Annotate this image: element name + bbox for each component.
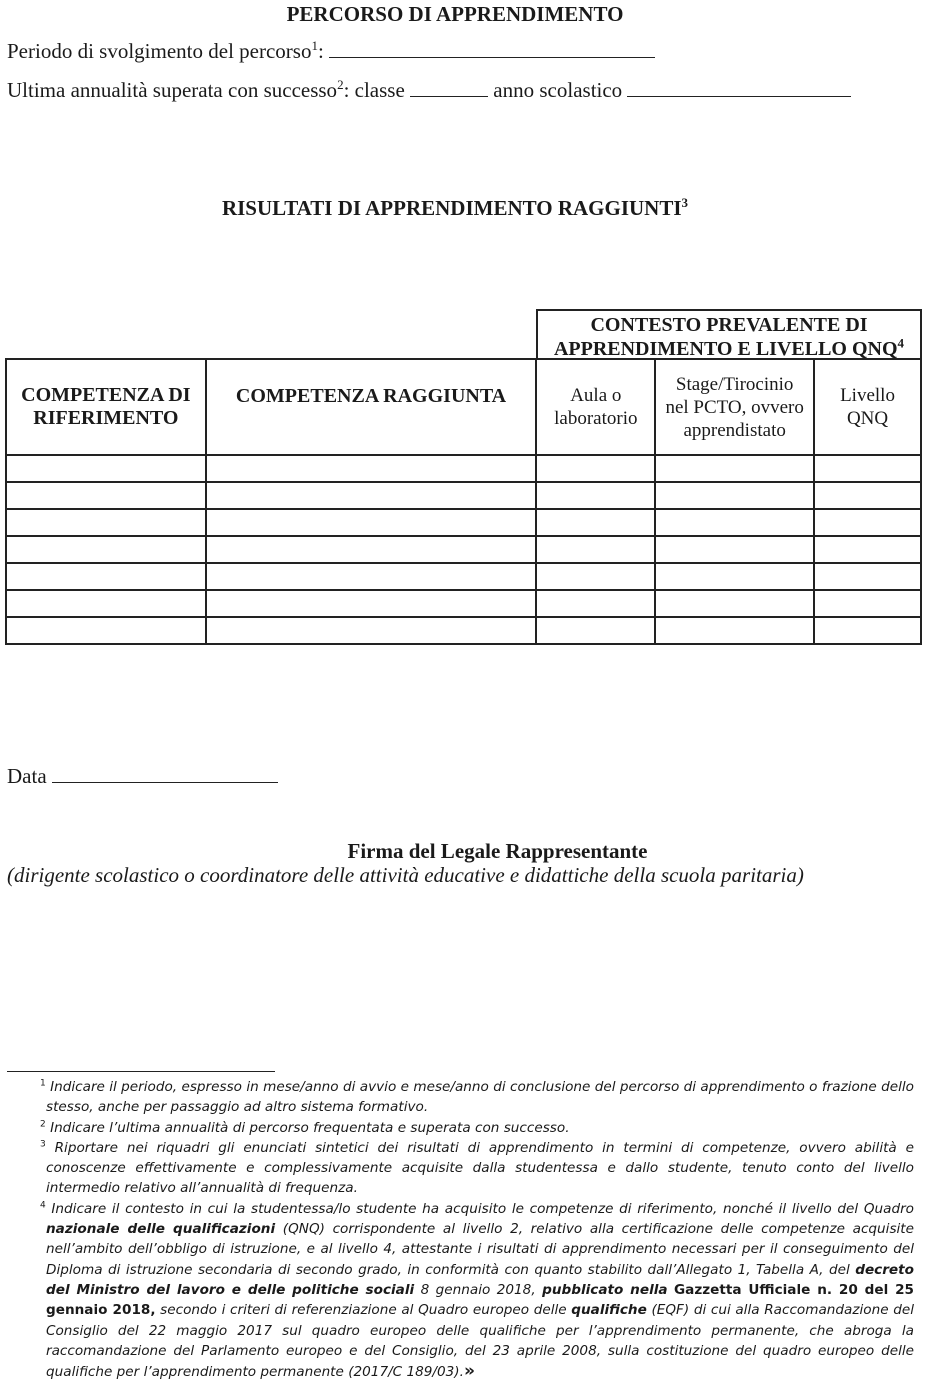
classe-field[interactable] (410, 78, 488, 97)
table-cell[interactable] (206, 617, 537, 644)
table-cell[interactable] (655, 563, 814, 590)
table-row (6, 482, 921, 509)
table-cell[interactable] (655, 590, 814, 617)
context-header: CONTESTO PREVALENTE DI APPRENDIMENTO E LIVELLO QNQ$^4$ (536, 309, 922, 359)
periodo-field[interactable] (329, 39, 655, 58)
table-cell[interactable] (536, 455, 655, 482)
page-title: PERCORSO DI APPRENDIMENTO (286, 2, 624, 26)
footnote-3: $^3$ Riportare nei riquadri gli enunciati sintetici dei risultati di apprendimento in termini di competenze, ovvero abilità e conoscenze effettivamente e complessivamente acquisite dalla studentessa e dallo studente, tenuto conto del livello intermedio relativo all’annualità di frequenza. (40, 1139, 914, 1197)
footnote-1: $^1$ Indicare il periodo, espresso in mese/anno di avvio e mese/anno di conclusione del percorso di apprendimento o frazione dello stesso, anche per passaggio ad altro sistema formativo. (40, 1078, 914, 1116)
footnote-ref-2: 2 (337, 77, 344, 92)
risultati-title: RISULTATI DI APPRENDIMENTO RAGGIUNTI$^3$ (221, 195, 689, 220)
table-row (6, 536, 921, 563)
table-cell[interactable] (655, 536, 814, 563)
table-cell[interactable] (206, 590, 537, 617)
footnotes (40, 1077, 915, 1382)
table-cell[interactable] (6, 455, 206, 482)
footnote-ref-4: 4 (897, 335, 905, 351)
table-cell[interactable] (6, 509, 206, 536)
table-cell[interactable] (536, 590, 655, 617)
signature-subtitle: (dirigente scolastico o coordinatore delle attività educative e didattiche della scuola paritaria) (7, 863, 804, 887)
competenze-table (5, 358, 922, 645)
table-cell[interactable] (655, 617, 814, 644)
table-cell[interactable] (655, 482, 814, 509)
footnote-ref-3: 3 (681, 195, 689, 210)
signature-title: Firma del Legale Rappresentante (347, 839, 648, 863)
periodo-line: Periodo di svolgimento del percorso$^1$: (7, 39, 655, 64)
table-header-row (6, 359, 921, 455)
col-competenza-raggiunta: COMPETENZA RAGGIUNTA (206, 359, 537, 455)
table-cell[interactable] (536, 482, 655, 509)
table-cell[interactable] (206, 455, 537, 482)
table-cell[interactable] (6, 482, 206, 509)
col-stage: Stage/Tirocinio nel PCTO, ovvero apprendistato (655, 359, 814, 455)
table-cell[interactable] (6, 563, 206, 590)
table-cell[interactable] (206, 509, 537, 536)
table-cell[interactable] (814, 536, 921, 563)
classe-label: : classe (343, 78, 405, 102)
table-cell[interactable] (206, 563, 537, 590)
ultima-line (7, 78, 851, 103)
table-cell[interactable] (814, 482, 921, 509)
table-cell[interactable] (206, 536, 537, 563)
table-cell[interactable] (814, 590, 921, 617)
table-cell[interactable] (536, 617, 655, 644)
table-cell[interactable] (536, 563, 655, 590)
data-label: Data (7, 764, 47, 788)
table-cell[interactable] (814, 455, 921, 482)
footnote-ref-1: 1 (311, 38, 318, 53)
table-row (6, 563, 921, 590)
table-cell[interactable] (655, 455, 814, 482)
table-cell[interactable] (6, 617, 206, 644)
table-cell[interactable] (814, 617, 921, 644)
ultima-label: Ultima annualità superata con successo (7, 78, 338, 102)
footnote-2: $^2$ Indicare l’ultima annualità di percorso frequentata e superata con successo. (40, 1119, 570, 1136)
table-cell[interactable] (6, 590, 206, 617)
periodo-label: Periodo di svolgimento del percorso (7, 39, 312, 63)
anno-scolastico-field[interactable] (627, 78, 851, 97)
data-field[interactable] (52, 764, 278, 783)
table-cell[interactable] (206, 482, 537, 509)
table-cell[interactable] (814, 563, 921, 590)
table-cell[interactable] (814, 509, 921, 536)
col-livello: Livello QNQ (814, 359, 921, 455)
table-row (6, 509, 921, 536)
col-aula: Aula o laboratorio (536, 359, 655, 455)
data-line (7, 764, 278, 789)
footnote-rule (7, 1071, 275, 1072)
table-row (6, 617, 921, 644)
table-cell[interactable] (536, 536, 655, 563)
anno-label: anno scolastico (493, 78, 623, 102)
table-cell[interactable] (655, 509, 814, 536)
table-row (6, 590, 921, 617)
table-cell[interactable] (536, 509, 655, 536)
table-row (6, 455, 921, 482)
table-cell[interactable] (6, 536, 206, 563)
footnote-4: $^4$ Indicare il contesto in cui la studentessa/lo studente ha acquisito le competenze di riferimento, nonché il livello del Quadro nazionale delle qualificazioni (QNQ) corrispondente al livello 2, relativo alla certificazione delle competenze acquisite nell’ambito dell’obbligo di istruzione, e al livello 4, attestante i risultati di apprendimento necessari per il conseguimento del Diploma di istruzione secondaria di secondo grado, in conformità con quanto stabilito dall’Allegato 1, Tabella A, del decreto del Ministro del lavoro e delle politiche sociali 8 gennaio 2018, pubblicato nella Gazzetta Ufficiale n. 20 del 25 gennaio 2018, secondo i criteri di referenziazione al Quadro europeo delle qualifiche (EQF) di cui alla Raccomandazione del Consiglio del 22 maggio 2017 sul quadro europeo delle qualifiche per l’apprendimento permanente, che abroga la raccomandazione del Parlamento europeo e del Consiglio, del 23 aprile 2008, sulla costituzione del quadro europeo delle qualifiche per l’apprendimento permanente (2017/C 189/03).» (40, 1200, 915, 1382)
col-competenza-riferimento: COMPETENZA DI RIFERIMENTO (6, 359, 206, 455)
